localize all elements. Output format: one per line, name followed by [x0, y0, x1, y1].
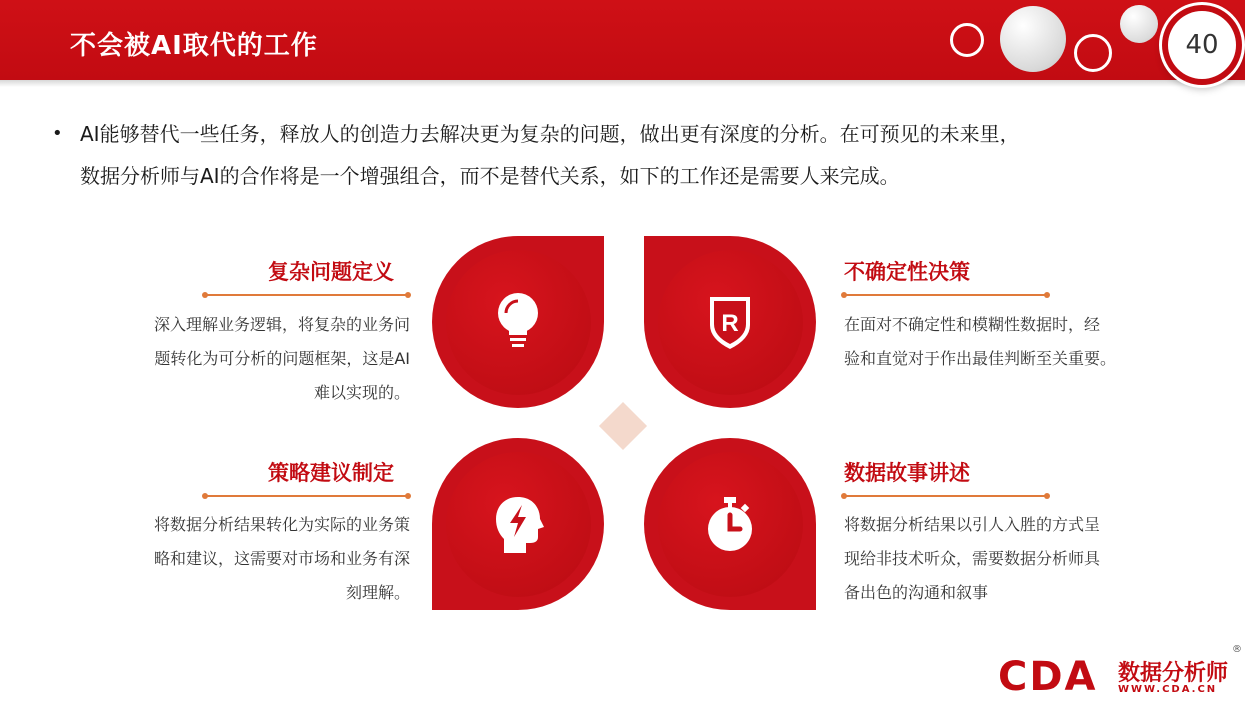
item-title-2: 不确定性决策	[844, 260, 970, 284]
desc-line: 深入理解业务逻辑，将复杂的业务问	[153, 315, 410, 334]
head-bolt-icon	[492, 493, 544, 555]
item-rule-2	[844, 294, 1047, 296]
page-title: 不会被AI取代的工作	[70, 31, 318, 61]
petal-top-left	[432, 236, 604, 408]
logo-mark: CDA	[998, 654, 1098, 700]
desc-line: 题转化为可分析的问题框架，这是AI	[154, 349, 410, 368]
desc-line: 备出色的沟通和叙事	[844, 583, 989, 602]
intro-line-2: 数据分析师与AI的合作将是一个增强组合，而不是替代关系，如下的工作还是需要人来完成。	[80, 164, 900, 188]
logo-cn: 数据分析师	[1118, 661, 1229, 686]
lightbulb-icon	[492, 291, 544, 353]
desc-line: 将数据分析结果以引人入胜的方式呈	[844, 515, 1101, 534]
desc-line: 略和建议，这需要对市场和业务有深	[153, 549, 410, 568]
decor-ring-2	[1074, 34, 1112, 72]
desc-line: 刻理解。	[345, 583, 410, 602]
header-bar	[0, 0, 1245, 88]
item-desc-1	[100, 308, 410, 410]
desc-line: 将数据分析结果转化为实际的业务策	[153, 515, 410, 534]
svg-text:R: R	[721, 310, 739, 337]
shield-r-icon	[704, 291, 756, 353]
desc-line: 验和直觉对于作出最佳判断至关重要。	[844, 349, 1117, 368]
item-rule-3	[205, 495, 408, 497]
item-title-4: 数据故事讲述	[844, 461, 970, 485]
item-title-1: 复杂问题定义	[268, 260, 394, 284]
decor-ball-1	[1000, 6, 1066, 72]
item-rule-4	[844, 495, 1047, 497]
desc-line: 在面对不确定性和模糊性数据时，经	[844, 315, 1101, 334]
item-desc-3	[100, 508, 410, 610]
bullet: •	[52, 123, 63, 144]
logo-url: WWW.CDA.CN	[1118, 684, 1218, 695]
page-number: 40	[1168, 11, 1236, 79]
cda-logo	[998, 644, 1242, 700]
stopwatch-icon	[704, 493, 756, 555]
petal-top-right	[644, 236, 816, 408]
desc-line: 难以实现的。	[313, 383, 410, 402]
decor-ring-1	[950, 23, 984, 57]
item-title-3: 策略建议制定	[268, 461, 394, 485]
intro-line-1: AI能够替代一些任务，释放人的创造力去解决更为复杂的问题，做出更有深度的分析。在可预见的未来里，	[80, 122, 1020, 146]
petal-bottom-right	[644, 438, 816, 610]
intro-text	[80, 113, 1200, 197]
item-desc-4	[844, 508, 1164, 610]
desc-line: 现给非技术听众，需要数据分析师具	[844, 549, 1101, 568]
registered-mark: ®	[1232, 644, 1242, 655]
item-rule-1	[205, 294, 408, 296]
center-diamond	[599, 402, 647, 450]
petal-bottom-left	[432, 438, 604, 610]
header-shadow	[0, 80, 1245, 87]
decor-ball-2	[1120, 5, 1158, 43]
item-desc-2	[844, 308, 1164, 376]
page-number-badge	[1162, 5, 1242, 85]
